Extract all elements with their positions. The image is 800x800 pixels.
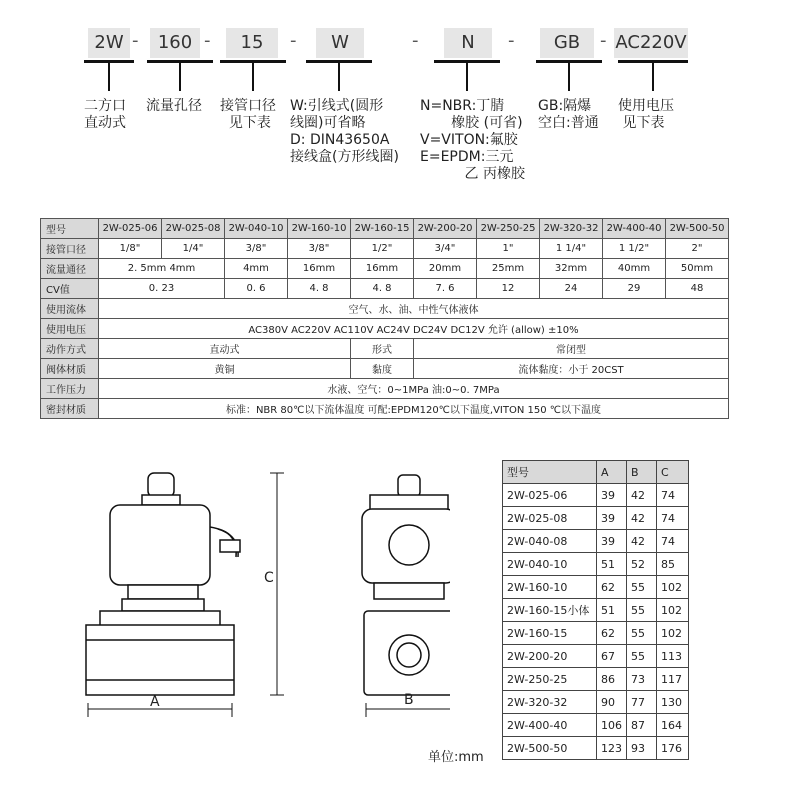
dim-row [503, 553, 689, 576]
spec-cv-row [41, 279, 729, 299]
spec-cell: 40mm [603, 259, 666, 279]
dim-cell: 51 [597, 599, 627, 622]
dim-cell: 176 [657, 737, 689, 760]
spec-cell: 50mm [666, 259, 729, 279]
dim-row [503, 645, 689, 668]
dim-header-row [503, 461, 689, 484]
spec-row-label: 型号 [41, 219, 99, 239]
valve-drawing [70, 465, 450, 725]
spec-row-label: 工作压力 [41, 379, 99, 399]
dim-cell: 2W-025-06 [503, 484, 597, 507]
spec-material-row [41, 359, 729, 379]
spec-cell: 黏度 [351, 359, 414, 379]
dim-cell: 67 [597, 645, 627, 668]
spec-row-label: 阀体材质 [41, 359, 99, 379]
spec-cell: 2" [666, 239, 729, 259]
dim-cell: 2W-160-10 [503, 576, 597, 599]
dim-cell: 106 [597, 714, 627, 737]
dim-cell: 2W-200-20 [503, 645, 597, 668]
code-pointer [466, 63, 468, 91]
spec-cell: 黄铜 [99, 359, 351, 379]
code-pointer [338, 63, 340, 91]
dim-row [503, 530, 689, 553]
dim-cell: 130 [657, 691, 689, 714]
code-segment-explosion: GB [540, 28, 594, 58]
dim-cell: 55 [627, 576, 657, 599]
spec-cell: 1" [477, 239, 540, 259]
dimension-table [502, 460, 689, 760]
spec-cell: 3/8" [288, 239, 351, 259]
spec-cell: 水液、空气：0~1MPa 油:0~0. 7MPa [99, 379, 729, 399]
code-pointer [568, 63, 570, 91]
spec-cell: 4. 8 [351, 279, 414, 299]
dim-cell: 51 [597, 553, 627, 576]
spec-model-cell: 2W-200-20 [414, 219, 477, 239]
spec-cell: AC380V AC220V AC110V AC24V DC24V DC12V 允许 (allow) ±10% [99, 319, 729, 339]
dim-cell: 102 [657, 622, 689, 645]
code-dash: - [132, 30, 139, 51]
spec-cell: 2. 5mm 4mm [99, 259, 225, 279]
dim-cell: 2W-250-25 [503, 668, 597, 691]
spec-cell: 20mm [414, 259, 477, 279]
dimension-a [88, 703, 232, 717]
dim-cell: 2W-040-08 [503, 530, 597, 553]
dim-cell: 2W-040-10 [503, 553, 597, 576]
dim-row [503, 622, 689, 645]
spec-row-label: 密封材质 [41, 399, 99, 419]
spec-cell: 标准：NBR 80℃以下流体温度 可配:EPDM120℃以下温度,VITON 150 ℃以下温度 [99, 399, 729, 419]
code-dash: - [290, 30, 297, 51]
spec-cell: 形式 [351, 339, 414, 359]
dim-cell: 42 [627, 530, 657, 553]
code-pointer [252, 63, 254, 91]
spec-cell: 16mm [288, 259, 351, 279]
spec-orifice-row [41, 259, 729, 279]
label-b: B [404, 692, 414, 708]
dim-cell: 93 [627, 737, 657, 760]
spec-cell: 空气、水、油、中性气体液体 [99, 299, 729, 319]
valve-front-view [86, 473, 240, 695]
code-desc-orifice: 流量孔径 [146, 98, 202, 114]
spec-model-cell: 2W-160-10 [288, 219, 351, 239]
code-pointer [108, 63, 110, 91]
spec-model-cell: 2W-040-10 [225, 219, 288, 239]
dim-cell: 123 [597, 737, 627, 760]
spec-table [40, 218, 729, 419]
dim-row [503, 737, 689, 760]
dim-cell: 113 [657, 645, 689, 668]
dim-cell: 2W-500-50 [503, 737, 597, 760]
dim-cell: 42 [627, 507, 657, 530]
dim-cell: 117 [657, 668, 689, 691]
dim-header-b: B [627, 461, 657, 484]
dim-cell: 87 [627, 714, 657, 737]
dim-cell: 74 [657, 507, 689, 530]
dim-body [503, 484, 689, 760]
spec-fluid-row [41, 299, 729, 319]
spec-cell: 1 1/2" [603, 239, 666, 259]
dim-cell: 62 [597, 576, 627, 599]
spec-cell: 0. 6 [225, 279, 288, 299]
spec-cell: 1/4" [162, 239, 225, 259]
dim-row [503, 484, 689, 507]
dim-cell: 164 [657, 714, 689, 737]
dim-header-model: 型号 [503, 461, 597, 484]
dim-cell: 102 [657, 599, 689, 622]
spec-cell: 1/2" [351, 239, 414, 259]
spec-voltage-row [41, 319, 729, 339]
spec-cell: 48 [666, 279, 729, 299]
code-segment-voltage: AC220V [614, 28, 688, 58]
spec-cell: 12 [477, 279, 540, 299]
code-segment-coil: W [316, 28, 364, 58]
label-a: A [150, 694, 160, 710]
dim-row [503, 507, 689, 530]
code-desc-explosion: GB:隔爆 空白:普通 [538, 98, 599, 131]
spec-cell: 25mm [477, 259, 540, 279]
dim-cell: 55 [627, 645, 657, 668]
code-segment-type: 2W [88, 28, 130, 58]
code-dash: - [204, 30, 211, 51]
code-pointer [652, 63, 654, 91]
code-dash: - [412, 30, 419, 51]
dim-cell: 102 [657, 576, 689, 599]
spec-cell: 1 1/4" [540, 239, 603, 259]
dim-cell: 77 [627, 691, 657, 714]
spec-cell: 29 [603, 279, 666, 299]
spec-cell: 7. 6 [414, 279, 477, 299]
code-desc-type: 二方口 直动式 [84, 98, 126, 131]
dim-cell: 2W-160-15小体 [503, 599, 597, 622]
code-desc-seal: N=NBR:丁腈 橡胶 (可省) V=VITON:氟胶 E=EPDM:三元 乙 丙橡胶 [420, 98, 525, 182]
spec-action-row [41, 339, 729, 359]
spec-seal-row [41, 399, 729, 419]
spec-model-cell: 2W-400-40 [603, 219, 666, 239]
unit-label: 单位:mm [428, 750, 484, 765]
spec-model-cell: 2W-320-32 [540, 219, 603, 239]
dim-cell: 86 [597, 668, 627, 691]
dim-cell: 2W-400-40 [503, 714, 597, 737]
code-desc-coil: W:引线式(圆形 线圈)可省略 D: DIN43650A 接线盒(方形线圈) [290, 98, 399, 165]
dim-row [503, 576, 689, 599]
dim-cell: 2W-160-15 [503, 622, 597, 645]
spec-cell: 1/8" [99, 239, 162, 259]
dim-cell: 39 [597, 484, 627, 507]
spec-model-cell: 2W-250-25 [477, 219, 540, 239]
code-segment-port: 15 [226, 28, 278, 58]
spec-row-label: 动作方式 [41, 339, 99, 359]
spec-cell: 3/8" [225, 239, 288, 259]
code-dash: - [600, 30, 607, 51]
dim-cell: 2W-025-08 [503, 507, 597, 530]
spec-pressure-row [41, 379, 729, 399]
dim-cell: 39 [597, 507, 627, 530]
valve-side-view [362, 475, 450, 695]
spec-row-label: 使用电压 [41, 319, 99, 339]
spec-cell: 4. 8 [288, 279, 351, 299]
dim-cell: 55 [627, 599, 657, 622]
dim-cell: 74 [657, 484, 689, 507]
spec-header-row [41, 219, 729, 239]
dim-cell: 73 [627, 668, 657, 691]
code-desc-voltage: 使用电压 见下表 [618, 98, 674, 131]
dim-row [503, 599, 689, 622]
dim-cell: 74 [657, 530, 689, 553]
spec-row-label: 流量通径 [41, 259, 99, 279]
code-segment-seal: N [444, 28, 492, 58]
dim-cell: 62 [597, 622, 627, 645]
spec-cell: 流体黏度：小于 20CST [414, 359, 729, 379]
dim-row [503, 691, 689, 714]
dim-cell: 39 [597, 530, 627, 553]
dim-cell: 85 [657, 553, 689, 576]
spec-model-cell: 2W-025-06 [99, 219, 162, 239]
code-desc-port: 接管口径 见下表 [220, 98, 276, 131]
dim-cell: 52 [627, 553, 657, 576]
spec-cell: 32mm [540, 259, 603, 279]
spec-cell: 4mm [225, 259, 288, 279]
spec-cell: 0. 23 [99, 279, 225, 299]
spec-cell: 直动式 [99, 339, 351, 359]
spec-cell: 16mm [351, 259, 414, 279]
dim-cell: 42 [627, 484, 657, 507]
spec-row-label: 接管口径 [41, 239, 99, 259]
spec-model-cell: 2W-500-50 [666, 219, 729, 239]
code-dash: - [508, 30, 515, 51]
spec-model-cell: 2W-025-08 [162, 219, 225, 239]
spec-port-row [41, 239, 729, 259]
dim-row [503, 714, 689, 737]
spec-model-cell: 2W-160-15 [351, 219, 414, 239]
spec-cell: 3/4" [414, 239, 477, 259]
dim-header-c: C [657, 461, 689, 484]
dim-row [503, 668, 689, 691]
spec-row-label: 使用流体 [41, 299, 99, 319]
dim-cell: 2W-320-32 [503, 691, 597, 714]
spec-row-label: CV值 [41, 279, 99, 299]
dim-header-a: A [597, 461, 627, 484]
dim-cell: 90 [597, 691, 627, 714]
code-segment-orifice: 160 [150, 28, 200, 58]
spec-cell: 24 [540, 279, 603, 299]
code-pointer [179, 63, 181, 91]
label-c: C [264, 570, 274, 586]
spec-cell: 常闭型 [414, 339, 729, 359]
dim-cell: 55 [627, 622, 657, 645]
